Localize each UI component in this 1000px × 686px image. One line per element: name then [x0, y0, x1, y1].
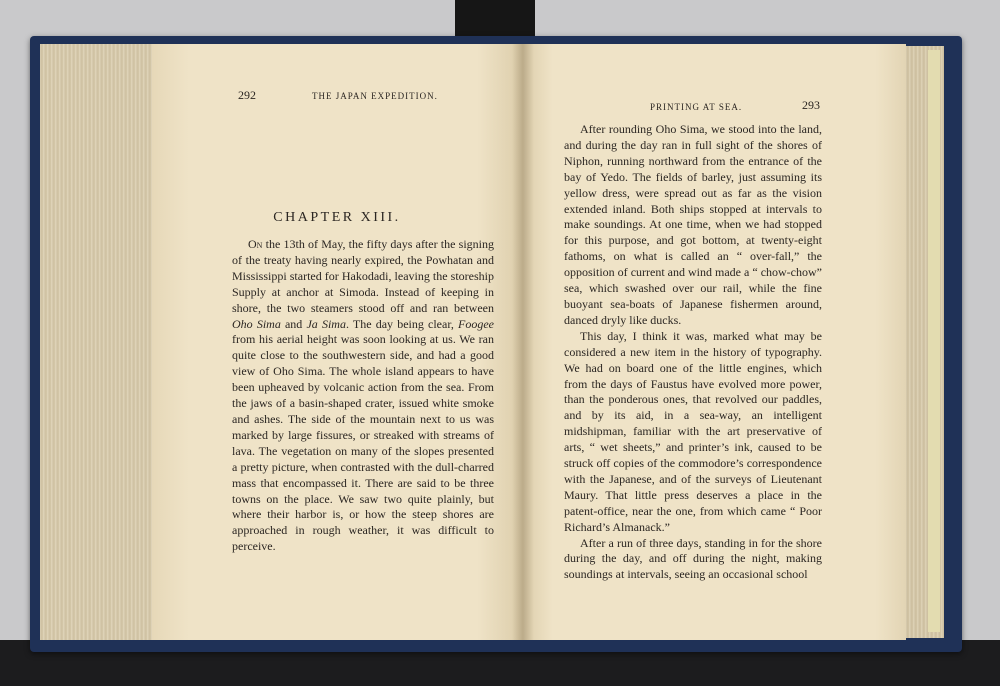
body-text — [564, 122, 822, 583]
text-run: the 13th of May, the fifty days after the signing of the treaty having nearly expired, the Powhatan and Mississippi started for Hakodadi, leaving the storeship Supply at anchor at Simoda. Instead of keeping in shore, the two steamers stood off and ran between — [232, 237, 494, 315]
paragraph: This day, I think it was, marked what may be considered a new item in the history of typography. We had on board one of the little engines, which from the days of Faustus have evolved more power, than the ponderous ones, that revolved our paddles, and by its aid, in a sea-way, an intelligent midshipman, familiar with the art preservative of arts, “ wet sheets,” and printer’s ink, caused to be struck off copies of the commodore’s correspondence with the Japanese, and of the surveys of Lieutenant Maury. That little press deserves a place in the patent-office, near the one, from which came “ Poor Richard’s Almanack.” — [564, 328, 822, 534]
paragraph: After rounding Oho Sima, we stood into the land, and during the day ran in full sight of the shores of Niphon, running northward from the entrance of the bay of Yedo. The fields of barley, just assuming its yellow dress, were spread out as far as the vision extended inland. Both ships stopped at intervals to make soundings. At one time, when we had stopped for this purpose, and got bottom, at twenty-eight fathoms, on what is called an “ over-fall,” the opposition of current and wind made a “ chow-chow” sea, which swashed over our rail, while the fine buoyant sea-boats of Japanese fishermen around, danced dryly like ducks. — [564, 122, 822, 327]
body-text — [232, 237, 494, 555]
text-run: . The day being clear, — [345, 316, 459, 331]
paragraph: After a run of three days, standing in for the shore during the day, and off during the night, making soundings at intervals, seeing an occasional school — [564, 535, 822, 582]
chapter-title: CHAPTER XIII. — [273, 210, 401, 225]
paragraph — [232, 237, 494, 555]
page-number: 292 — [238, 88, 256, 102]
running-head: THE JAPAN EXPEDITION. — [312, 91, 438, 101]
page-number: 293 — [802, 98, 820, 112]
italic-place-name: Oho Sima — [232, 316, 281, 331]
text-run: from his aerial height was soon looking at us. We ran quite close to the southwestern side, and had a good view of Oho Sima. The whole island appears to have been upheaved by volcanic action from the sea. From the jaws of a basin-shaped crater, issued white smoke and ashes. The side of the mountain next to us was marked by large fissures, or streaked with streams of lava. The vegetation on many of the slopes presented a pretty picture, when contrasted with the dull-charred mass that encompassed it. There are said to be three towns on the place. We saw two quite plainly, but where their harbor is, or how the steep shores are approached in rough weather, it was difficult to perceive. — [232, 332, 494, 554]
opening-word: On — [248, 237, 263, 251]
italic-place-name: Foogee — [458, 316, 494, 331]
running-head: PRINTING AT SEA. — [650, 102, 743, 112]
text-run: and — [280, 316, 307, 331]
endpaper — [928, 50, 940, 632]
italic-place-name: Ja Sima — [306, 316, 346, 331]
left-page — [152, 44, 522, 640]
left-page-edges — [40, 44, 158, 640]
right-page — [522, 44, 906, 640]
book-gutter — [512, 44, 534, 640]
